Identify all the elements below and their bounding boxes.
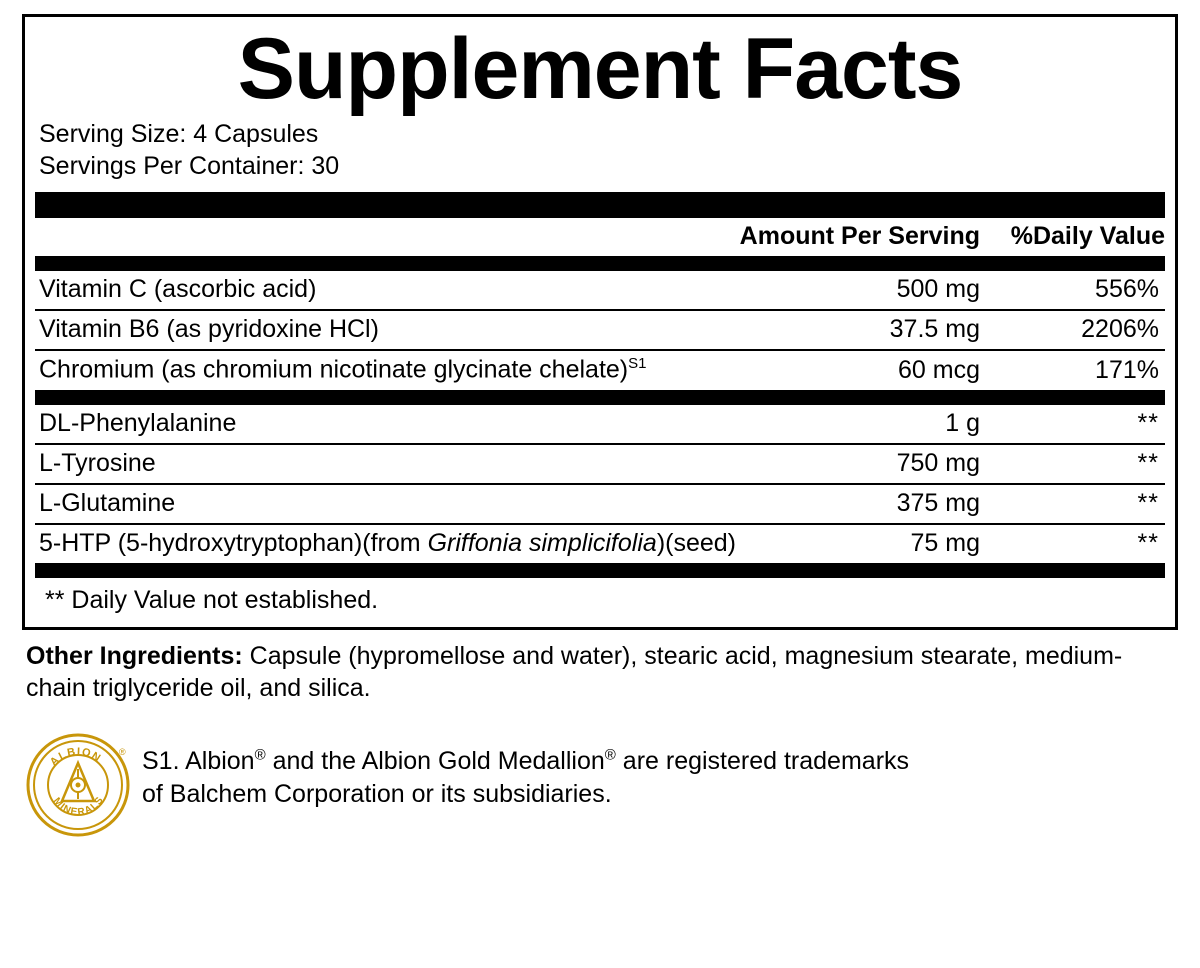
nutrient-amount: 1 g	[805, 405, 980, 444]
table-row	[35, 524, 1165, 563]
svg-text:ALBION: ALBION	[47, 745, 104, 769]
table-row	[35, 271, 1165, 310]
table-row	[35, 484, 1165, 524]
nutrient-dv: **	[980, 405, 1165, 444]
nutrient-name: L-Glutamine	[35, 484, 805, 524]
nutrient-name	[35, 350, 805, 389]
nutrient-dv: 171%	[1095, 355, 1159, 384]
divider-bottom	[35, 563, 1165, 578]
nutrient-name	[35, 524, 805, 563]
table-header-row	[35, 218, 1165, 256]
nutrient-name: DL-Phenylalanine	[35, 405, 805, 444]
nutrient-dv: **	[980, 484, 1165, 524]
trademark-text	[130, 731, 909, 811]
albion-minerals-seal-icon	[26, 733, 130, 837]
nutrient-name-text: Chromium (as chromium nicotinate glycinate chelate)	[39, 355, 629, 384]
trademark-line-1-mid: and the Albion Gold Medallion	[265, 746, 605, 775]
header-amount-per-serving: Amount Per Serving	[739, 222, 980, 251]
divider-thick-top	[35, 192, 1165, 218]
registered-icon: ®	[254, 746, 266, 764]
header-daily-value: %Daily Value	[1010, 222, 1165, 251]
botanical-name: Griffonia simplicifolia	[427, 528, 657, 557]
table-row	[35, 350, 1165, 389]
nutrient-group-2	[35, 405, 1165, 563]
registered-mark: ®	[119, 746, 126, 757]
nutrient-amount: 37.5 mg	[805, 310, 980, 350]
nutrient-amount: 75 mg	[910, 528, 980, 557]
nutrient-name-suffix: )(seed)	[656, 528, 736, 557]
table-row	[35, 310, 1165, 350]
nutrient-dv: **	[980, 444, 1165, 484]
daily-value-footnote: ** Daily Value not established.	[45, 585, 379, 614]
nutrient-amount: 375 mg	[805, 484, 980, 524]
trademark-line-1	[142, 745, 909, 778]
supplement-facts-panel	[22, 14, 1178, 630]
divider-after-header	[35, 256, 1165, 271]
page-title: Supplement Facts	[237, 21, 963, 117]
trademark-line-2: of Balchem Corporation or its subsidiaries.	[142, 779, 612, 808]
trademark-block	[22, 731, 1178, 837]
serving-size: Serving Size: 4 Capsules	[39, 120, 319, 149]
svg-text:MINERALS: MINERALS	[50, 794, 107, 819]
nutrient-name: Vitamin B6 (as pyridoxine HCl)	[35, 310, 805, 350]
nutrient-dv: 2206%	[980, 310, 1165, 350]
header-blank	[35, 218, 740, 256]
table-row	[35, 444, 1165, 484]
other-ingredients-text: Capsule (hypromellose and water), stearic acid, magnesium stearate, medium-chain triglyceride oil, and silica.	[26, 641, 1123, 703]
table-row	[35, 405, 1165, 444]
divider-between-groups	[35, 390, 1165, 405]
registered-icon: ®	[604, 746, 616, 764]
nutrient-dv: **	[1137, 528, 1159, 557]
nutrient-name: Vitamin C (ascorbic acid)	[35, 271, 805, 310]
nutrient-amount: 60 mcg	[898, 355, 980, 384]
trademark-line-1-pre: S1. Albion	[142, 746, 255, 775]
nutrient-amount: 500 mg	[805, 271, 980, 310]
nutrient-name: L-Tyrosine	[35, 444, 805, 484]
nutrient-name-text: 5-HTP (5-hydroxytryptophan)(from	[39, 528, 428, 557]
other-ingredients	[22, 640, 1178, 705]
nutrient-dv: 556%	[980, 271, 1165, 310]
servings-per-container: Servings Per Container: 30	[39, 152, 340, 181]
trademark-line-1-post: are registered trademarks	[615, 746, 910, 775]
other-ingredients-label: Other Ingredients:	[26, 641, 243, 670]
footnote-marker-s1: S1	[628, 355, 647, 373]
nutrient-group-1	[35, 271, 1165, 389]
nutrient-amount: 750 mg	[805, 444, 980, 484]
nutrition-table	[35, 218, 1165, 256]
